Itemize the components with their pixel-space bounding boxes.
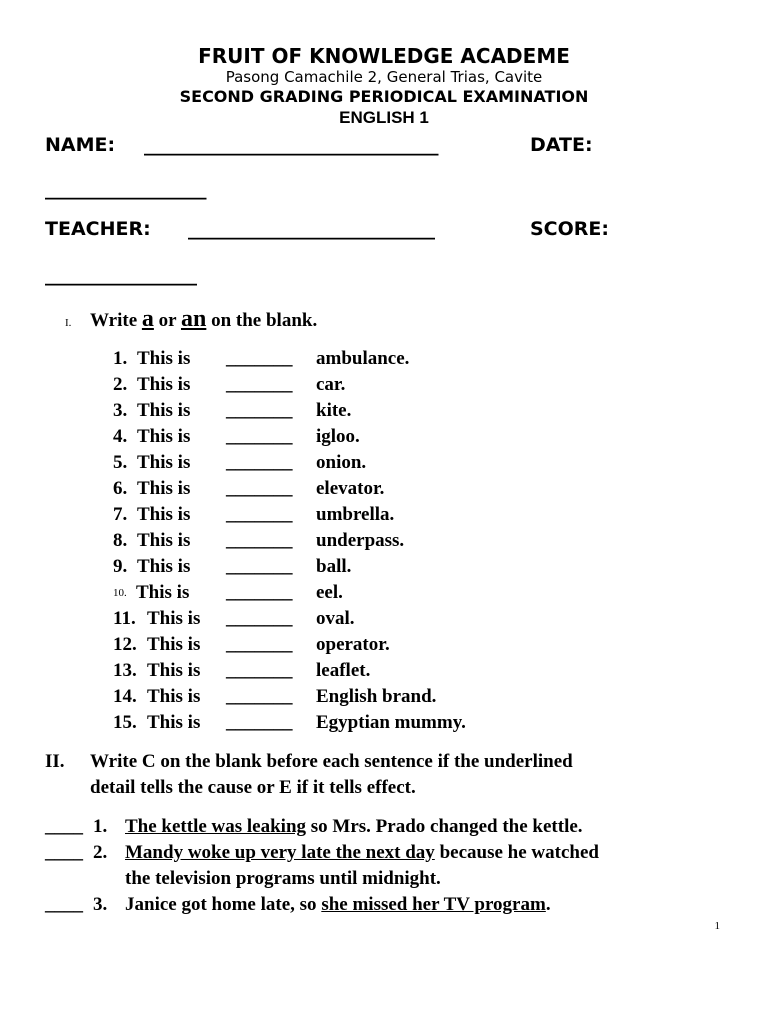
item-number: 15. — [113, 712, 137, 733]
name-line[interactable]: _______________________________ — [144, 134, 439, 156]
list-item — [0, 634, 768, 660]
list-item — [0, 712, 768, 738]
item-word: igloo. — [316, 426, 360, 447]
section1-prefix: Write — [90, 310, 138, 331]
item-word: leaflet. — [316, 660, 371, 681]
item-text: This is — [137, 426, 191, 447]
item-number: 4. — [113, 426, 128, 447]
list-item — [0, 530, 768, 556]
sentence-start: Janice got home late, so — [125, 894, 322, 915]
item-number: 6. — [113, 478, 128, 499]
list-item — [0, 452, 768, 478]
item-text: This is — [147, 660, 201, 681]
item-word: ball. — [316, 556, 352, 577]
item-text: This is — [137, 478, 191, 499]
sentence-rest: because he watched — [434, 842, 599, 863]
teacher-label: TEACHER: — [45, 218, 151, 240]
item-number: 2. — [113, 374, 128, 395]
item-word: eel. — [316, 582, 343, 603]
section2-instruction — [45, 751, 573, 773]
answer-blank[interactable]: _______ — [226, 426, 293, 447]
item-word: elevator. — [316, 478, 385, 499]
item-word: oval. — [316, 608, 355, 629]
underlined-detail: Mandy woke up very late the next day — [125, 842, 435, 863]
item-number: 2. — [93, 842, 108, 863]
list-item — [0, 660, 768, 686]
list-item — [0, 374, 768, 400]
answer-blank[interactable]: _______ — [226, 582, 293, 603]
answer-blank[interactable]: _______ — [226, 556, 293, 577]
section2-numeral: II. — [45, 751, 65, 772]
answer-blank[interactable]: _______ — [226, 478, 293, 499]
list-item — [0, 478, 768, 504]
item-number: 9. — [113, 556, 128, 577]
list-item — [0, 348, 768, 374]
answer-blank[interactable]: _______ — [226, 686, 293, 707]
item-word: operator. — [316, 634, 390, 655]
list-item — [0, 556, 768, 582]
item-text: This is — [147, 634, 201, 655]
item-word: onion. — [316, 452, 367, 473]
answer-blank[interactable]: ____ — [45, 842, 83, 863]
exam-title: SECOND GRADING PERIODICAL EXAMINATION — [179, 87, 589, 106]
sentence-continuation: the television programs until midnight. — [125, 868, 441, 889]
item-number: 10. — [113, 587, 127, 599]
sentence-rest: so Mrs. Prado changed the kettle. — [306, 816, 583, 837]
answer-blank[interactable]: ____ — [45, 894, 83, 915]
list-item — [0, 582, 768, 608]
item-word: ambulance. — [316, 348, 410, 369]
item-number: 14. — [113, 686, 137, 707]
item-number: 1. — [113, 348, 128, 369]
item-word: car. — [316, 374, 346, 395]
score-label: SCORE: — [530, 218, 609, 240]
answer-blank[interactable]: _______ — [226, 452, 293, 473]
section1-suffix: on the blank. — [211, 310, 318, 331]
item-text: This is — [137, 452, 191, 473]
list-item — [0, 504, 768, 530]
item-text: This is — [137, 556, 191, 577]
answer-blank[interactable]: _______ — [226, 504, 293, 525]
cause-effect-item — [45, 842, 599, 864]
underlined-detail: The kettle was leaking — [125, 816, 307, 837]
section1-instruction — [65, 306, 317, 333]
page-number: 1 — [714, 920, 720, 932]
school-name: FRUIT OF KNOWLEDGE ACADEME — [198, 44, 570, 68]
answer-blank[interactable]: _______ — [226, 608, 293, 629]
item-word: English brand. — [316, 686, 437, 707]
cause-effect-item — [45, 816, 583, 838]
underlined-detail: she missed her TV program — [321, 894, 546, 915]
item-number: 7. — [113, 504, 128, 525]
item-word: Egyptian mummy. — [316, 712, 466, 733]
item-text: This is — [137, 530, 191, 551]
answer-blank[interactable]: _______ — [226, 348, 293, 369]
list-item — [0, 426, 768, 452]
section1-or: or — [158, 310, 177, 331]
item-word: underpass. — [316, 530, 405, 551]
answer-blank[interactable]: _______ — [226, 634, 293, 655]
item-number: 5. — [113, 452, 128, 473]
section2-line2: detail tells the cause or E if it tells effect. — [90, 777, 416, 798]
list-item — [0, 608, 768, 634]
date-label: DATE: — [530, 134, 593, 156]
item-text: This is — [137, 504, 191, 525]
item-word: kite. — [316, 400, 352, 421]
item-number: 8. — [113, 530, 128, 551]
subject-title: ENGLISH 1 — [339, 108, 429, 127]
list-item — [0, 400, 768, 426]
answer-blank[interactable]: _______ — [226, 374, 293, 395]
item-text: This is — [137, 400, 191, 421]
item-text: This is — [147, 712, 201, 733]
school-address: Pasong Camachile 2, General Trias, Cavite — [225, 68, 543, 86]
list-item — [0, 686, 768, 712]
cause-effect-item — [45, 894, 551, 916]
teacher-line[interactable]: __________________________ — [188, 218, 435, 240]
item-number: 3. — [113, 400, 128, 421]
item-number: 3. — [93, 894, 108, 915]
answer-blank[interactable]: _______ — [226, 530, 293, 551]
name-label: NAME: — [45, 134, 116, 156]
answer-blank[interactable]: _______ — [226, 712, 293, 733]
answer-blank[interactable]: _______ — [226, 660, 293, 681]
item-number: 12. — [113, 634, 137, 655]
answer-blank[interactable]: _______ — [226, 400, 293, 421]
item-text: This is — [137, 348, 191, 369]
item-number: 1. — [93, 816, 108, 837]
item-text: This is — [137, 374, 191, 395]
answer-blank[interactable]: ____ — [45, 816, 83, 837]
item-word: umbrella. — [316, 504, 395, 525]
item-text: This is — [147, 608, 201, 629]
article-an: an — [180, 306, 207, 332]
item-number: 13. — [113, 660, 137, 681]
item-number: 11. — [113, 608, 136, 629]
section1-numeral: I. — [65, 317, 72, 329]
section2-line1: Write C on the blank before each sentence if the underlined — [90, 751, 573, 772]
article-a: a — [141, 306, 154, 332]
item-text: This is — [136, 582, 190, 603]
score-line[interactable]: ________________ — [45, 264, 197, 286]
sentence-rest: . — [545, 894, 551, 915]
item-text: This is — [147, 686, 201, 707]
date-line[interactable]: _________________ — [45, 178, 207, 200]
